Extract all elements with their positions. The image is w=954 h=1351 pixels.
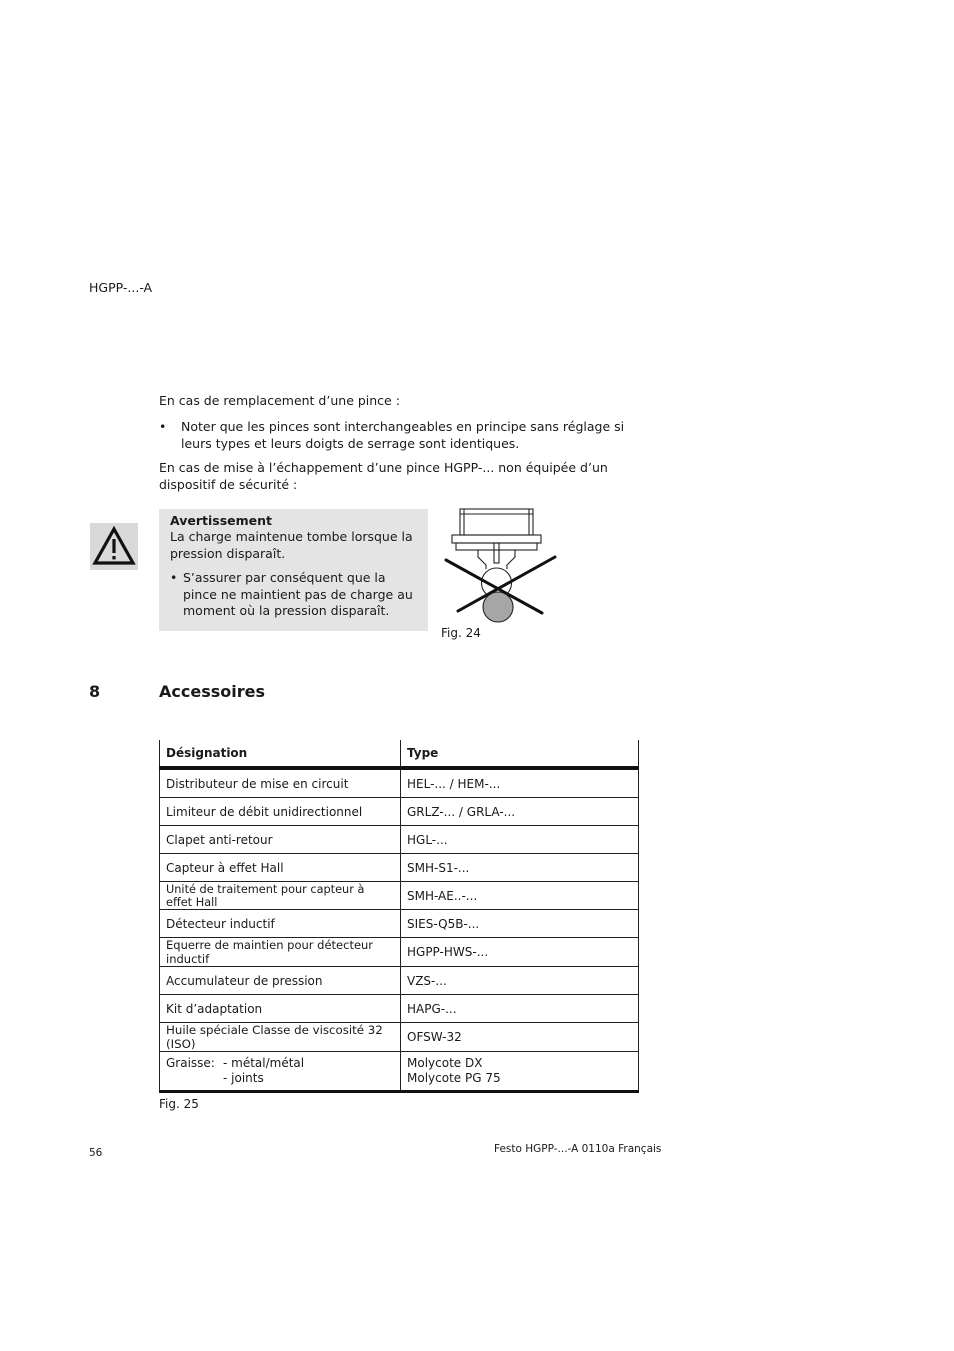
table-row bbox=[160, 910, 639, 938]
col-header-designation: Désignation bbox=[160, 740, 401, 768]
cell-type: HAPG-... bbox=[401, 995, 639, 1023]
table-row bbox=[160, 854, 639, 882]
replacement-intro: En cas de remplacement d’une pince : bbox=[159, 393, 400, 408]
grease-sub-metal: - métal/métal bbox=[223, 1056, 305, 1070]
bullet-dot: • bbox=[159, 419, 167, 434]
table-row bbox=[160, 798, 639, 826]
cell-type: VZS-... bbox=[401, 967, 639, 995]
grease-type-joints: Molycote PG 75 bbox=[407, 1071, 501, 1085]
fig25-label: Fig. 25 bbox=[159, 1097, 199, 1111]
section-number: 8 bbox=[89, 682, 101, 701]
replacement-bullet-text: Noter que les pinces sont interchangeables en principe sans réglage si leurs types et leurs doigts de serrage sont identiques. bbox=[181, 419, 625, 451]
cell-designation: Kit d’adaptation bbox=[160, 995, 401, 1023]
cell-designation: Capteur à effet Hall bbox=[160, 854, 401, 882]
warning-text: La charge maintenue tombe lorsque la pression disparaît. bbox=[170, 529, 413, 561]
warning-box bbox=[159, 509, 428, 631]
cell-designation-grease bbox=[160, 1052, 401, 1092]
cell-type: SMH-AE..-... bbox=[401, 882, 639, 910]
cell-type: OFSW-32 bbox=[401, 1023, 639, 1052]
section-title: Accessoires bbox=[159, 682, 265, 701]
warning-icon-box bbox=[90, 523, 138, 570]
warning-title: Avertissement bbox=[170, 513, 273, 528]
page-number: 56 bbox=[89, 1147, 103, 1159]
doc-code-header: HGPP-...-A bbox=[89, 280, 153, 295]
cell-designation: Détecteur inductif bbox=[160, 910, 401, 938]
table-row-grease bbox=[160, 1052, 639, 1092]
col-header-type: Type bbox=[401, 740, 639, 768]
grease-type-metal: Molycote DX bbox=[407, 1056, 483, 1070]
table-row bbox=[160, 768, 639, 798]
table-row bbox=[160, 882, 639, 910]
cell-type: GRLZ-... / GRLA-... bbox=[401, 798, 639, 826]
cell-designation: Unité de traitement pour capteur à effet Hall bbox=[160, 882, 401, 910]
grease-sub-joints: - joints bbox=[223, 1071, 264, 1085]
exhaust-intro: En cas de mise à l’échappement d’une pince HGPP-... non équipée d’un dispositif de sécurité : bbox=[159, 460, 608, 492]
grease-label: Graisse: bbox=[166, 1056, 215, 1070]
warning-triangle-icon bbox=[90, 523, 138, 570]
table-header-row bbox=[160, 740, 639, 768]
warning-bullet-text: S’assurer par conséquent que la pince ne maintient pas de charge au moment où la pression disparaît. bbox=[183, 570, 413, 618]
cell-designation: Distributeur de mise en circuit bbox=[160, 768, 401, 798]
bullet-dot: • bbox=[170, 570, 178, 585]
cell-designation: Huile spéciale Classe de viscosité 32 (ISO) bbox=[160, 1023, 401, 1052]
table-row bbox=[160, 1023, 639, 1052]
cell-designation: Accumulateur de pression bbox=[160, 967, 401, 995]
cell-type: HEL-... / HEM-... bbox=[401, 768, 639, 798]
cell-designation: Clapet anti-retour bbox=[160, 826, 401, 854]
cell-type-grease bbox=[401, 1052, 639, 1092]
table-row bbox=[160, 995, 639, 1023]
cell-designation: Equerre de maintien pour détecteur inductif bbox=[160, 938, 401, 967]
table-row bbox=[160, 967, 639, 995]
fig24-label: Fig. 24 bbox=[441, 626, 481, 640]
cell-type: SMH-S1-... bbox=[401, 854, 639, 882]
footer-doc-info: Festo HGPP-...-A 0110a Français bbox=[494, 1143, 662, 1155]
table-row bbox=[160, 826, 639, 854]
table-row bbox=[160, 938, 639, 967]
cell-type: HGPP-HWS-... bbox=[401, 938, 639, 967]
accessories-table bbox=[159, 740, 639, 1093]
cell-designation: Limiteur de débit unidirectionnel bbox=[160, 798, 401, 826]
cell-type: HGL-... bbox=[401, 826, 639, 854]
cell-type: SIES-Q5B-... bbox=[401, 910, 639, 938]
gripper-drop-illustration bbox=[440, 505, 565, 625]
